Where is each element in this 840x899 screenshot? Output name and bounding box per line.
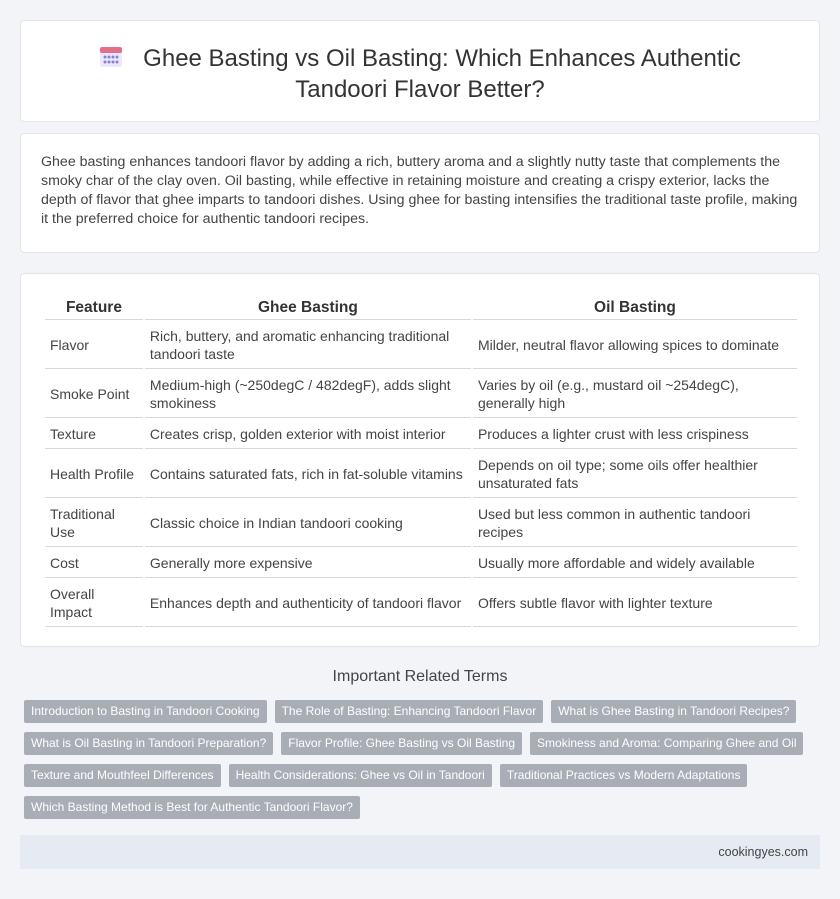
related-tag[interactable]: What is Oil Basting in Tandoori Preparation? <box>24 732 273 755</box>
row-ghee: Classic choice in Indian tandoori cooking <box>145 500 471 547</box>
row-oil: Offers subtle flavor with lighter texture <box>473 580 797 627</box>
footer <box>20 835 820 869</box>
row-ghee: Enhances depth and authenticity of tandoori flavor <box>145 580 471 627</box>
row-feature: Health Profile <box>45 451 143 498</box>
related-tag[interactable]: Health Considerations: Ghee vs Oil in Tandoori <box>229 764 492 787</box>
related-tag[interactable]: The Role of Basting: Enhancing Tandoori Flavor <box>275 700 544 723</box>
page-title <box>61 43 779 105</box>
calendar-icon <box>99 45 125 69</box>
row-ghee: Generally more expensive <box>145 549 471 578</box>
header-feature: Feature <box>45 296 143 320</box>
row-feature: Traditional Use <box>45 500 143 547</box>
header-ghee-basting: Ghee Basting <box>145 296 471 320</box>
comparison-table <box>43 294 799 629</box>
table-row <box>45 451 797 498</box>
table-row <box>45 371 797 418</box>
row-feature: Smoke Point <box>45 371 143 418</box>
comparison-card <box>20 273 820 647</box>
row-oil: Depends on oil type; some oils offer healthier unsaturated fats <box>473 451 797 498</box>
table-header-row <box>45 296 797 320</box>
header-card <box>20 20 820 122</box>
row-feature: Flavor <box>45 322 143 369</box>
row-ghee: Rich, buttery, and aromatic enhancing traditional tandoori taste <box>145 322 471 369</box>
row-oil: Varies by oil (e.g., mustard oil ~254degC), generally high <box>473 371 797 418</box>
row-feature: Texture <box>45 420 143 449</box>
related-terms-tags <box>24 700 824 819</box>
intro-card <box>20 133 820 253</box>
table-row <box>45 580 797 627</box>
header-oil-basting: Oil Basting <box>473 296 797 320</box>
related-tag[interactable]: Smokiness and Aroma: Comparing Ghee and Oil <box>530 732 803 755</box>
intro-paragraph: Ghee basting enhances tandoori flavor by adding a rich, buttery aroma and a slightly nutty taste that complements the smoky char of the clay oven. Oil basting, while effective in retaining moisture and creating a crispy exterior, lacks the depth of flavor that ghee imparts to tandoori dishes. Using ghee for basting intensifies the traditional taste profile, making it the preferred choice for authentic tandoori recipes. <box>41 154 798 227</box>
related-tag[interactable]: Which Basting Method is Best for Authentic Tandoori Flavor? <box>24 796 360 819</box>
row-feature: Overall Impact <box>45 580 143 627</box>
related-tag[interactable]: Traditional Practices vs Modern Adaptations <box>500 764 748 787</box>
row-ghee: Creates crisp, golden exterior with moist interior <box>145 420 471 449</box>
related-tag[interactable]: Texture and Mouthfeel Differences <box>24 764 221 787</box>
row-oil: Milder, neutral flavor allowing spices to dominate <box>473 322 797 369</box>
row-feature: Cost <box>45 549 143 578</box>
table-row <box>45 549 797 578</box>
table-row <box>45 322 797 369</box>
row-ghee: Contains saturated fats, rich in fat-soluble vitamins <box>145 451 471 498</box>
footer-site-link[interactable]: cookingyes.com <box>718 845 808 859</box>
related-tag[interactable]: Introduction to Basting in Tandoori Cooking <box>24 700 267 723</box>
row-oil: Usually more affordable and widely available <box>473 549 797 578</box>
row-oil: Used but less common in authentic tandoori recipes <box>473 500 797 547</box>
related-terms-title: Important Related Terms <box>332 668 508 685</box>
related-tag[interactable]: Flavor Profile: Ghee Basting vs Oil Basting <box>281 732 522 755</box>
row-oil: Produces a lighter crust with less crispiness <box>473 420 797 449</box>
row-ghee: Medium-high (~250degC / 482degF), adds slight smokiness <box>145 371 471 418</box>
table-row <box>45 500 797 547</box>
page-title-text: Ghee Basting vs Oil Basting: Which Enhances Authentic Tandoori Flavor Better? <box>143 45 741 103</box>
table-row <box>45 420 797 449</box>
related-tag[interactable]: What is Ghee Basting in Tandoori Recipes? <box>551 700 796 723</box>
